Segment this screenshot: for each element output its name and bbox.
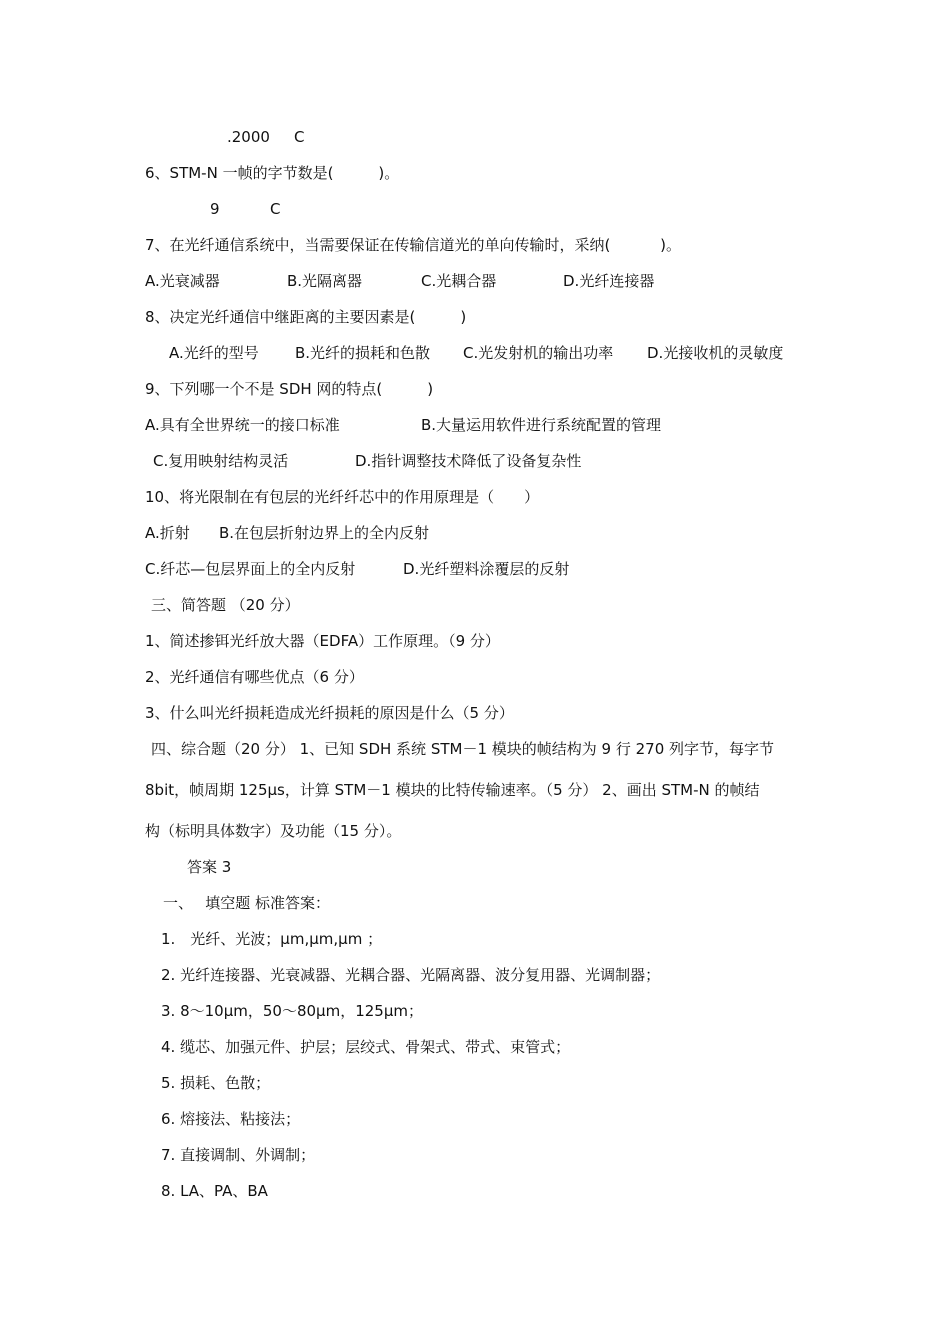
section3-heading: 三、简答题 （20 分） xyxy=(151,596,300,614)
q6-answer: C xyxy=(270,200,281,218)
section3-question-1: 1、简述掺铒光纤放大器（EDFA）工作原理。（9 分） xyxy=(145,632,500,650)
q7-stem: 7、在光纤通信系统中，当需要保证在传输信道光的单向传输时，采纳( )。 xyxy=(145,236,682,254)
q10-option-c: C.纤芯—包层界面上的全内反射 xyxy=(145,560,356,578)
answer-item: 1. 光纤、光波；μm,μm,μm ； xyxy=(161,930,383,948)
section3-question-2: 2、光纤通信有哪些优点（6 分） xyxy=(145,668,364,686)
q9-option-a: A.具有全世界统一的接口标准 xyxy=(145,416,340,434)
q9-option-d: D.指针调整技术降低了设备复杂性 xyxy=(355,452,582,470)
answers-title: 答案 3 xyxy=(187,858,232,876)
q9-stem: 9、下列哪一个不是 SDH 网的特点( ) xyxy=(145,380,434,398)
q5-answer: C xyxy=(294,128,305,146)
answer-item: 3. 8～10μm，50～80μm，125μm； xyxy=(161,1002,423,1020)
q10-option-a: A.折射 xyxy=(145,524,190,542)
answer-item: 4. 缆芯、加强元件、护层；层绞式、骨架式、带式、束管式； xyxy=(161,1038,571,1056)
q7-option-a: A.光衰减器 xyxy=(145,272,220,290)
q8-stem: 8、决定光纤通信中继距离的主要因素是( ) xyxy=(145,308,467,326)
section4-line-3: 构（标明具体数字）及功能（15 分）。 xyxy=(145,822,402,840)
q6-stem: 6、STM-N 一帧的字节数是( )。 xyxy=(145,164,400,182)
answer-item: 8. LA、PA、BA xyxy=(161,1182,268,1200)
section4-line-1: 四、综合题（20 分） 1、已知 SDH 系统 STM－1 模块的帧结构为 9 行 270 列字节，每字节 xyxy=(151,740,775,758)
q7-option-b: B.光隔离器 xyxy=(287,272,363,290)
q8-option-c: C.光发射机的输出功率 xyxy=(463,344,614,362)
q9-option-b: B.大量运用软件进行系统配置的管理 xyxy=(421,416,662,434)
answer-item: 6. 熔接法、粘接法； xyxy=(161,1110,301,1128)
answer-item: 5. 损耗、色散； xyxy=(161,1074,271,1092)
q5-value: .2000 xyxy=(227,128,270,146)
q8-option-d: D.光接收机的灵敏度 xyxy=(647,344,784,362)
answers-heading: 一、 填空题 标准答案： xyxy=(163,894,331,912)
q10-stem: 10、将光限制在有包层的光纤纤芯中的作用原理是（ ） xyxy=(145,488,540,506)
section3-question-3: 3、什么叫光纤损耗造成光纤损耗的原因是什么（5 分） xyxy=(145,704,514,722)
q9-option-c: C.复用映射结构灵活 xyxy=(153,452,289,470)
q8-option-b: B.光纤的损耗和色散 xyxy=(295,344,431,362)
answer-item: 7. 直接调制、外调制； xyxy=(161,1146,316,1164)
q7-option-d: D.光纤连接器 xyxy=(563,272,655,290)
q10-option-d: D.光纤塑料涂覆层的反射 xyxy=(403,560,570,578)
section4-line-2: 8bit，帧周期 125μs，计算 STM－1 模块的比特传输速率。（5 分） 2、画出 STM-N 的帧结 xyxy=(145,781,760,799)
answer-item: 2. 光纤连接器、光衰减器、光耦合器、光隔离器、波分复用器、光调制器； xyxy=(161,966,661,984)
q6-value: 9 xyxy=(210,200,220,218)
q7-option-c: C.光耦合器 xyxy=(421,272,497,290)
q10-option-b: B.在包层折射边界上的全内反射 xyxy=(219,524,430,542)
q8-option-a: A.光纤的型号 xyxy=(169,344,259,362)
